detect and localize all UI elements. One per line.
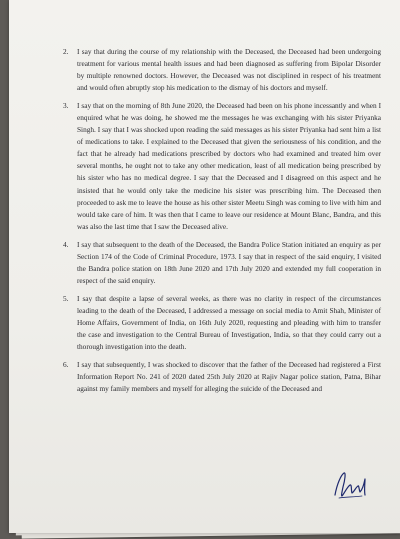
handwritten-signature [329, 468, 371, 502]
document-page [9, 0, 400, 533]
paragraph-3 [63, 100, 381, 233]
paragraph-number: 2. [63, 47, 69, 56]
paragraph-number: 6. [63, 360, 69, 370]
document-body [63, 46, 381, 401]
paragraph-6 [63, 359, 381, 395]
paragraph-number: 3. [63, 101, 69, 111]
paragraph-number: 4. [63, 239, 69, 249]
paragraph-text: I say that during the course of my relationship with the Deceased, the Deceased had been undergoing treatment for various mental health issues and had been diagnosed as suffering from Bipolar Disorder by multiple renowned doctors. However, the Deceased was not disciplined in respect of his treatment and would often abruptly stop his medication to the dismay of his doctors and myself. [77, 47, 381, 93]
paragraph-5 [63, 293, 381, 353]
paragraph-text: I say that on the morning of 8th June 2020, the Deceased had been on his phone incessantly and when I enquired what he was doing, he showed me the messages he was exchanging with his sister Priyanka Singh. I say that I was shocked upon reading the said messages as his sister Priyanka had sent him a list of medications to take. I explained to the Deceased that given the seriousness of his condition, and the fact that he already had medications prescribed by doctors who had examined and treated him over several months, he ought not to take any other medication, least of all medication being prescribed by his sister who has no medical degree. I say that the Deceased and I disagreed on this aspect and he insisted that he would only take the medicine his sister was prescribing him. The Deceased then proceeded to ask me to leave the house as his other sister Meetu Singh was coming to live with him and would take care of him. It was then that I came to leave our residence at Mount Blanc, Bandra, and this was also the last time that I saw the Deceased alive. [77, 101, 381, 231]
paragraph-text: I say that despite a lapse of several weeks, as there was no clarity in respect of the circumstances leading to the death of the Deceased, I addressed a message on social media to Amit Shah, Minister of Home Affairs, Government of India, on 16th July 2020, requesting and pleading with him to transfer the case and investigation to the Central Bureau of Investigation, India, so that they could carry out a thorough investigation into the death. [77, 293, 381, 352]
paragraph-text: I say that subsequent to the death of the Deceased, the Bandra Police Station initiated an enquiry as per Section 174 of the Code of Criminal Procedure, 1973. I say that in respect of the said enquiry, I visited the Bandra police station on 18th June 2020 and 17th July 2020 and extended my full cooperation in respect of the said enquiry. [77, 239, 381, 285]
paragraph-text: I say that subsequently, I was shocked to discover that the father of the Deceased had registered a First Information Report No. 241 of 2020 dated 25th July 2020 at Rajiv Nagar police station, Patna, Bihar against my family members and myself for alleging the suicide of the Deceased and [77, 360, 381, 394]
paragraph-4 [63, 239, 381, 287]
paragraph-2 [63, 46, 381, 94]
paragraph-number: 5. [63, 293, 69, 303]
